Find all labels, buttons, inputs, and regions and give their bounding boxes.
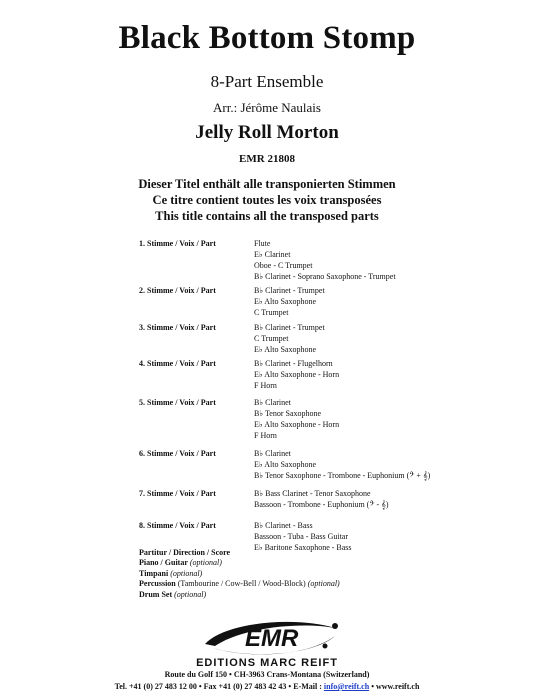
instrument-line: Flute <box>254 239 271 248</box>
drumset-line <box>139 590 340 600</box>
part-instruments <box>254 397 339 441</box>
piano-line <box>139 558 340 568</box>
publisher-name: EDITIONS MARC REIFT <box>196 657 338 669</box>
instrument-line: E♭ Alto Saxophone <box>254 460 316 469</box>
instrument-line: C Trumpet <box>254 334 289 343</box>
instrument-line: B♭ Clarinet - Bass <box>254 521 313 530</box>
piano-label: Piano / Guitar <box>139 558 188 568</box>
percussion-label: Percussion <box>139 579 176 589</box>
part-label: 3. Stimme / Voix / Part <box>139 323 216 332</box>
score-line: Partitur / Direction / Score <box>139 548 231 557</box>
instrument-line: C Trumpet <box>254 308 289 317</box>
instrument-line: F Horn <box>254 431 277 440</box>
contact-website: • www.reift.ch <box>369 682 420 691</box>
instrument-line: E♭ Alto Saxophone - Horn <box>254 420 340 429</box>
instrument-line: B♭ Tenor Saxophone <box>254 409 322 418</box>
instrument-line: B♭ Bass Clarinet - Tenor Saxophone <box>254 489 371 498</box>
timpani-line <box>139 569 340 579</box>
part-label: 1. Stimme / Voix / Part <box>139 239 216 248</box>
instrument-line: B♭ Clarinet - Trumpet <box>254 286 325 295</box>
instrument-line: E♭ Clarinet <box>254 250 291 259</box>
optional-note: (optional) <box>170 568 203 578</box>
publisher-address: Route du Golf 150 • CH-3963 Crans-Montana (Switzerland) <box>164 670 370 679</box>
email-link[interactable]: info@reift.ch <box>323 682 370 691</box>
optional-note: (optional) <box>174 589 207 599</box>
percussion-line <box>139 579 340 589</box>
additional-scores <box>139 548 340 600</box>
notice-german: Dieser Titel enthält alle transponierten Stimmen <box>138 177 396 191</box>
drumset-label: Drum Set <box>139 589 173 599</box>
instrument-line: F Horn <box>254 381 277 390</box>
instrument-line: B♭ Clarinet <box>254 449 291 458</box>
optional-note: (optional) <box>189 558 222 568</box>
part-label: 5. Stimme / Voix / Part <box>139 398 216 407</box>
publisher-contact <box>0 682 534 691</box>
instrument-line: B♭ Clarinet <box>254 398 291 407</box>
instrument-line: Bassoon - Tuba - Bass Guitar <box>254 532 349 541</box>
part-instruments <box>254 488 389 510</box>
instrument-line: E♭ Alto Saxophone - Horn <box>254 370 340 379</box>
part-label: 7. Stimme / Voix / Part <box>139 489 216 498</box>
arranger-credit: Arr.: Jérôme Naulais <box>213 100 321 115</box>
composer-name: Jelly Roll Morton <box>195 122 339 143</box>
instrument-line: E♭ Alto Saxophone <box>254 345 316 354</box>
instrument-line: E♭ Baritone Saxophone - Bass <box>254 543 352 552</box>
part-instruments <box>254 322 325 355</box>
instrument-line: B♭ Tenor Saxophone - Trombone - Euphonium (𝄢 + 𝄞) <box>254 471 431 480</box>
instrument-line: B♭ Clarinet - Flugelhorn <box>254 359 333 368</box>
percussion-detail: (Tambourine / Cow-Bell / Wood-Block) <box>177 579 306 589</box>
timpani-label: Timpani <box>139 568 169 578</box>
instrument-line: Oboe - C Trumpet <box>254 261 313 270</box>
instrument-line: B♭ Clarinet - Trumpet <box>254 323 325 332</box>
part-label: 8. Stimme / Voix / Part <box>139 521 216 530</box>
contact-phone-fax: Tel. +41 (0) 27 483 12 00 • Fax +41 (0) 27 483 42 43 • E-Mail : <box>114 682 324 691</box>
part-instruments <box>254 358 339 391</box>
part-label: 4. Stimme / Voix / Part <box>139 359 216 368</box>
piece-title: Black Bottom Stomp <box>118 20 416 56</box>
part-instruments <box>254 285 325 318</box>
instrument-line: E♭ Alto Saxophone <box>254 297 316 306</box>
logo-text: EMR <box>245 625 299 652</box>
part-label: 2. Stimme / Voix / Part <box>139 286 216 295</box>
notice-english: This title contains all the transposed parts <box>155 209 379 223</box>
optional-note: (optional) <box>307 579 340 589</box>
catalog-number: EMR 21808 <box>239 153 295 165</box>
instrument-line: B♭ Clarinet - Soprano Saxophone - Trumpet <box>254 272 396 281</box>
notice-french: Ce titre contient toutes les voix transposées <box>152 193 382 207</box>
part-instruments <box>254 238 396 282</box>
instrument-line: Bassoon - Trombone - Euphonium (𝄢 - 𝄞) <box>254 500 389 509</box>
ensemble-subtitle: 8-Part Ensemble <box>210 72 324 91</box>
part-instruments <box>254 448 430 481</box>
part-label: 6. Stimme / Voix / Part <box>139 449 216 458</box>
